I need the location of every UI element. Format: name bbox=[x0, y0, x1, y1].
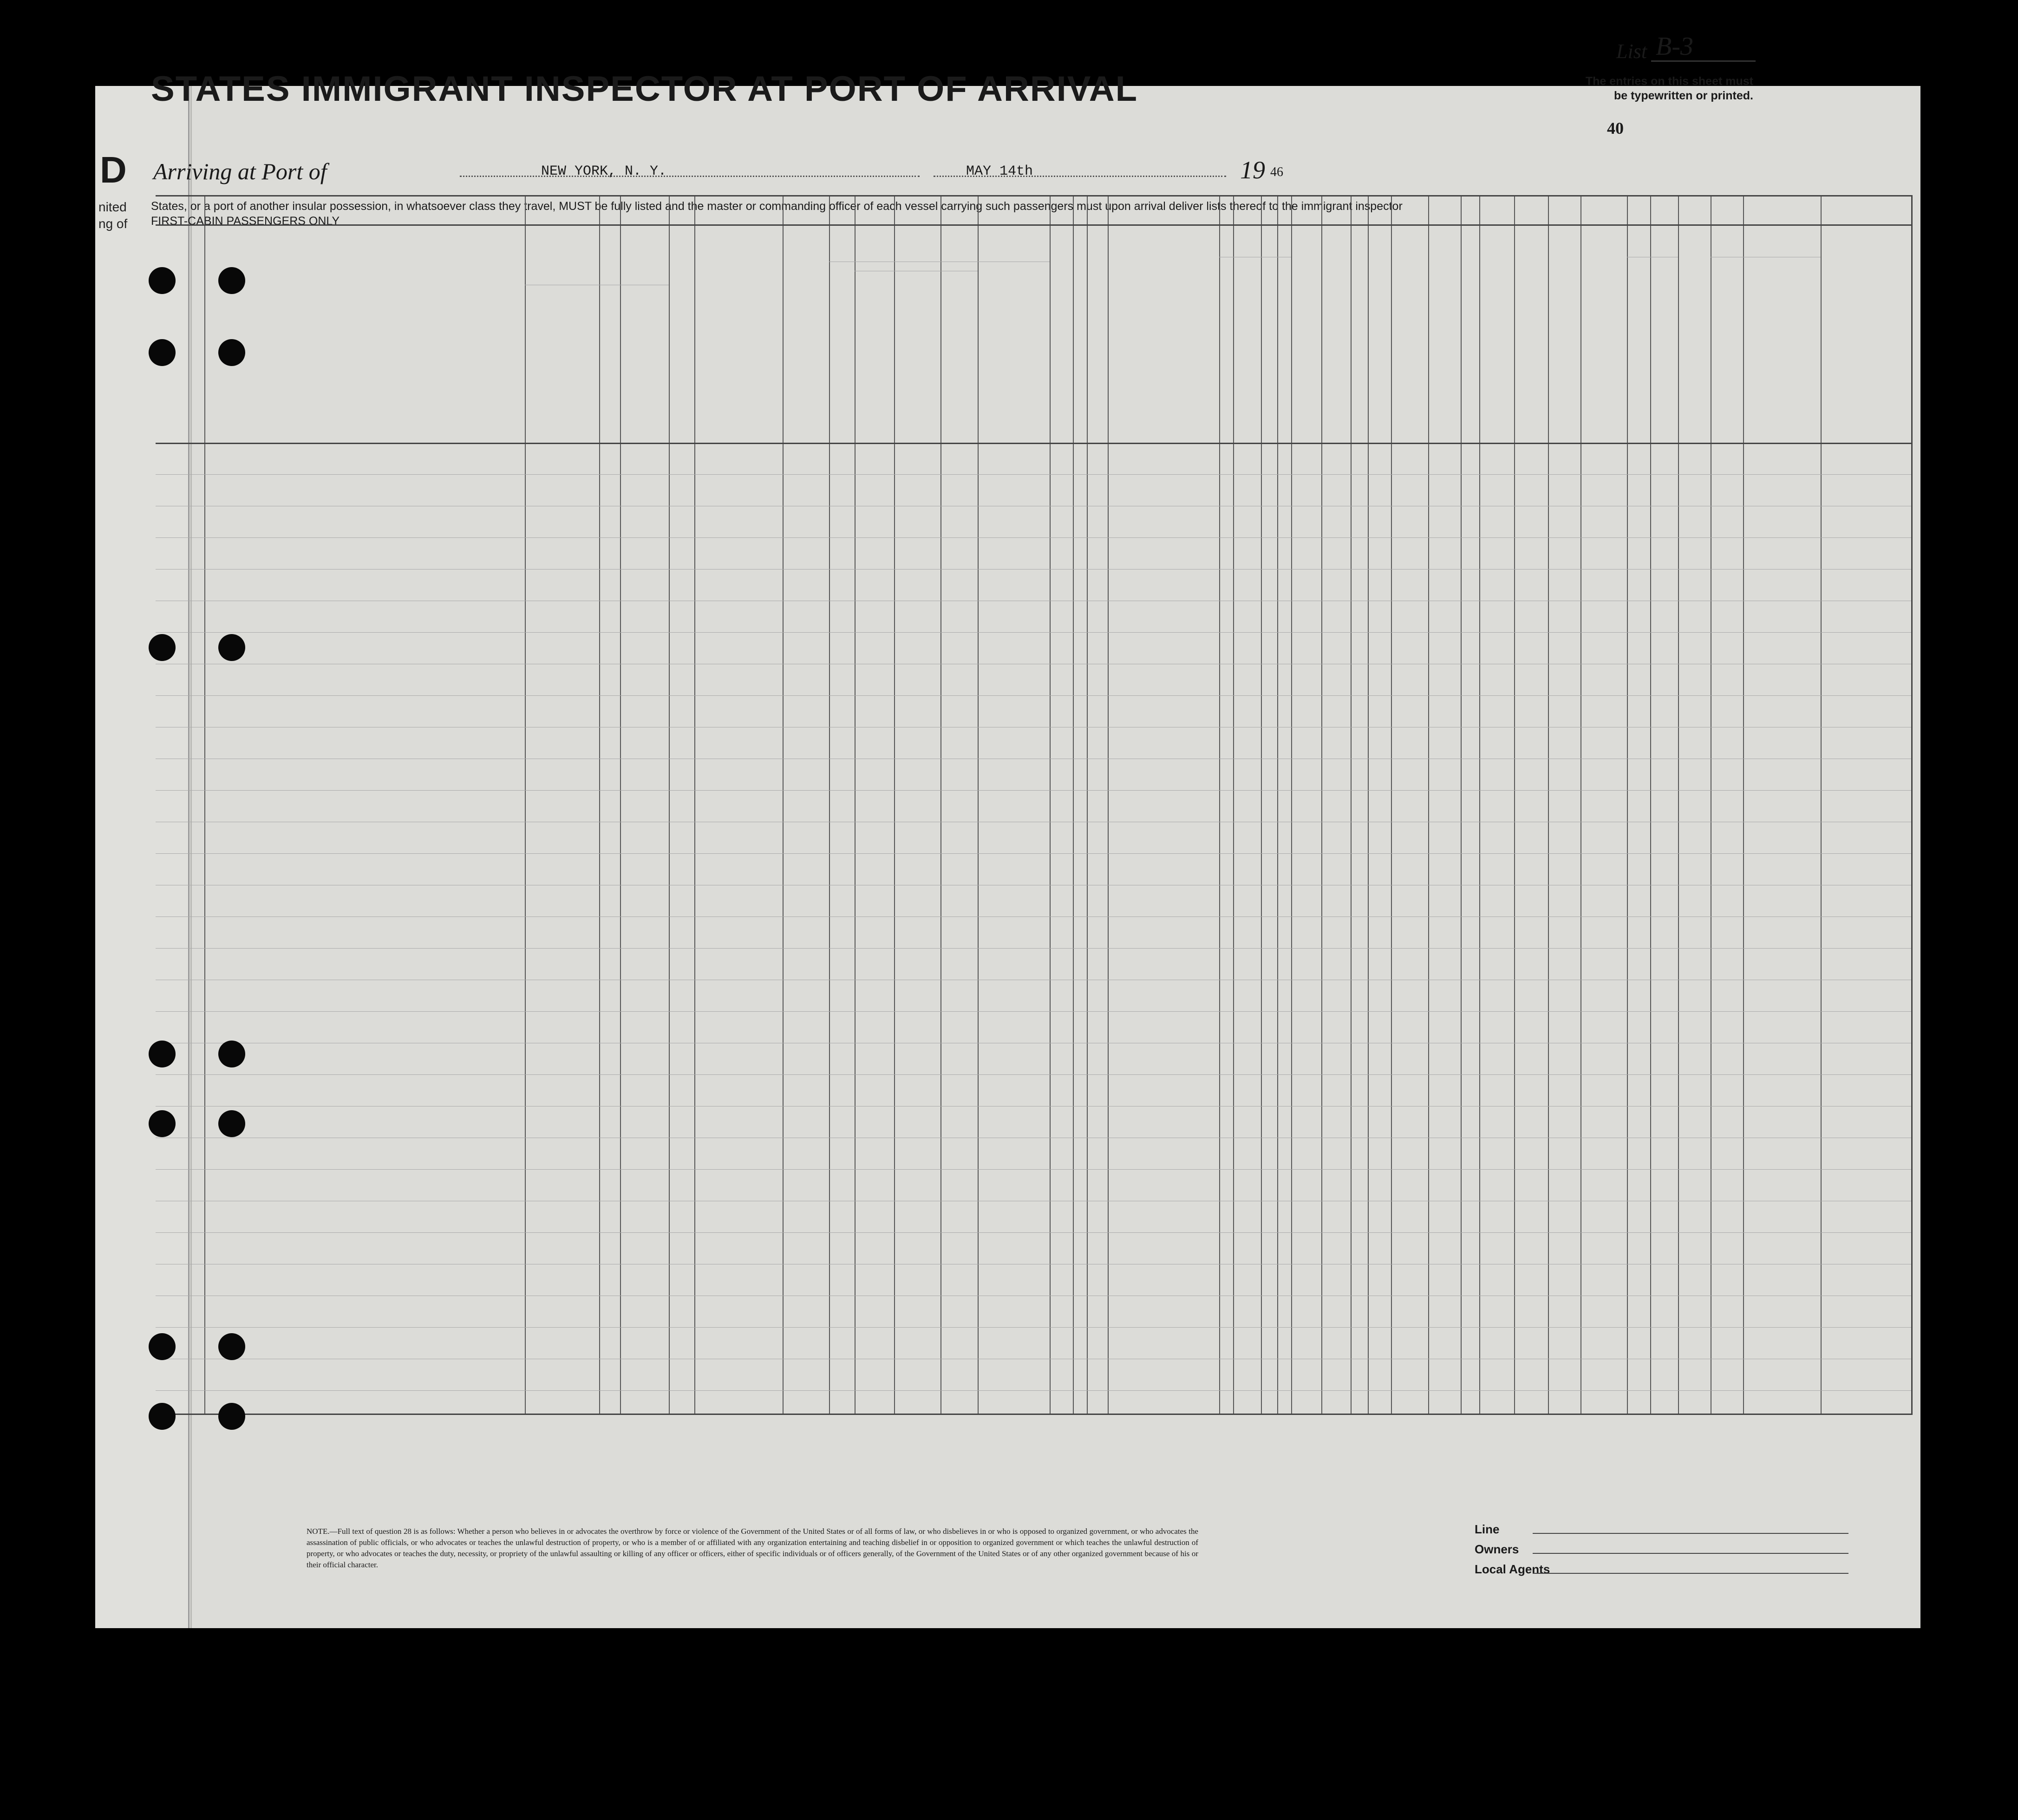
column-header bbox=[1293, 234, 1320, 387]
column-rule bbox=[1087, 196, 1088, 1414]
column-rule bbox=[525, 196, 526, 1414]
row-rule bbox=[156, 853, 1911, 854]
port-dotted-line bbox=[460, 176, 920, 177]
column-rule bbox=[1821, 196, 1822, 1414]
punch-hole bbox=[149, 1041, 176, 1067]
column-rule bbox=[599, 196, 600, 1414]
owners-field bbox=[1533, 1553, 1848, 1554]
column-rule bbox=[1461, 196, 1462, 1414]
column-rule bbox=[1627, 196, 1628, 1414]
punch-hole bbox=[149, 1333, 176, 1360]
column-rule bbox=[1219, 196, 1220, 1414]
sheet-number: 40 bbox=[1607, 119, 1624, 137]
punch-hole bbox=[218, 1041, 245, 1067]
punch-hole bbox=[218, 1110, 245, 1137]
header-rule bbox=[156, 224, 1911, 226]
column-header bbox=[1234, 262, 1260, 415]
row-rule bbox=[156, 1011, 1911, 1012]
line-field bbox=[1533, 1533, 1848, 1534]
column-header bbox=[1628, 317, 1649, 471]
list-number: B-3 bbox=[1656, 32, 1693, 61]
row-rule bbox=[156, 1327, 1911, 1328]
line-label: Line bbox=[1475, 1522, 1500, 1536]
column-rule bbox=[1368, 196, 1369, 1414]
column-rule bbox=[1743, 196, 1744, 1414]
row-rule bbox=[156, 632, 1911, 633]
column-rule bbox=[1514, 196, 1515, 1414]
row-rule bbox=[156, 569, 1911, 570]
column-header bbox=[1352, 234, 1366, 387]
punch-hole bbox=[218, 267, 245, 294]
column-rule bbox=[620, 196, 621, 1414]
row-rule bbox=[156, 1074, 1911, 1075]
row-rule bbox=[156, 1232, 1911, 1233]
row-rule bbox=[156, 1390, 1911, 1391]
punch-hole bbox=[149, 267, 176, 294]
column-header bbox=[1369, 234, 1427, 387]
column-rule bbox=[1277, 196, 1278, 1414]
column-rule bbox=[1108, 196, 1109, 1414]
year-prefix: 19 bbox=[1240, 156, 1265, 184]
column-rule bbox=[1321, 196, 1322, 1414]
punch-hole bbox=[149, 1110, 176, 1137]
column-header bbox=[670, 234, 693, 387]
column-rule bbox=[1351, 196, 1352, 1414]
row-rule bbox=[156, 537, 1911, 538]
row-rule bbox=[156, 790, 1911, 791]
column-rule bbox=[669, 196, 670, 1414]
column-header bbox=[784, 234, 828, 387]
column-rule bbox=[1678, 196, 1679, 1414]
column-rule bbox=[978, 196, 979, 1414]
column-rule bbox=[783, 196, 784, 1414]
punch-hole bbox=[218, 339, 245, 366]
punch-hole bbox=[149, 634, 176, 661]
column-header bbox=[1221, 262, 1232, 415]
previous-sheet-text: nited bbox=[98, 200, 127, 214]
column-header bbox=[1323, 234, 1349, 387]
column-rule bbox=[1291, 196, 1292, 1414]
row-rule bbox=[156, 948, 1911, 949]
column-header bbox=[1262, 262, 1276, 415]
column-rule bbox=[1050, 196, 1051, 1414]
column-rule bbox=[1548, 196, 1549, 1414]
punch-hole bbox=[149, 1403, 176, 1430]
row-rule bbox=[156, 695, 1911, 696]
list-label: List bbox=[1616, 40, 1647, 63]
column-rule bbox=[1479, 196, 1480, 1414]
previous-sheet-text: ng of bbox=[98, 216, 128, 231]
column-rule bbox=[829, 196, 830, 1414]
header-instruction: States, or a port of another insular possession, in whatsoever class they travel, MUST be fully listed and the master or commanding officer of each vessel carrying such passengers must upon arrival deliver lists thereof to the immigrant inspector bbox=[151, 200, 1403, 213]
column-header bbox=[1430, 234, 1459, 387]
column-rule bbox=[940, 196, 941, 1414]
column-rule bbox=[1428, 196, 1429, 1414]
cabin-class: FIRST-CABIN PASSENGERS ONLY bbox=[151, 215, 340, 228]
local-agents-field bbox=[1533, 1573, 1848, 1574]
column-header bbox=[1462, 234, 1478, 387]
punch-hole bbox=[218, 634, 245, 661]
year-suffix: 46 bbox=[1270, 165, 1283, 179]
column-rule bbox=[694, 196, 695, 1414]
column-rule bbox=[1580, 196, 1581, 1414]
arrival-date: MAY 14th bbox=[966, 164, 1033, 179]
column-rule bbox=[1073, 196, 1074, 1414]
arriving-label: Arriving at Port of bbox=[153, 158, 327, 184]
column-rule bbox=[204, 196, 205, 1414]
column-rule bbox=[1261, 196, 1262, 1414]
list-underline bbox=[1651, 60, 1756, 62]
column-header bbox=[1652, 317, 1677, 471]
column-rule bbox=[1233, 196, 1234, 1414]
manifest-table bbox=[156, 195, 1913, 1415]
row-rule bbox=[156, 474, 1911, 475]
page-title: STATES IMMIGRANT INSPECTOR AT PORT OF ARRIVAL bbox=[151, 69, 1138, 109]
column-rule bbox=[855, 196, 856, 1414]
previous-sheet-title-fragment: D bbox=[100, 149, 127, 190]
local-agents-label: Local Agents bbox=[1475, 1562, 1550, 1576]
row-rule bbox=[156, 1169, 1911, 1170]
column-header bbox=[1481, 234, 1513, 387]
punch-hole bbox=[149, 339, 176, 366]
owners-label: Owners bbox=[1475, 1542, 1519, 1556]
question-28-note: NOTE.—Full text of question 28 is as follows: Whether a person who believes in or advocates the overthrow by force or violence of the Government of the United States or of all forms of law, or who disbelieves in or who is opposed to organized government, or who advocates the assassination of public officials, or who advocates or teaches the unlawful destruction of property, or who is a member of or affiliated with any organization entertaining and teaching disbelief in or opposition to organized government or which teaches the unlawful destruction of property, or who advocates or teaches the duty, necessity, or propriety of the unlawful assaulting or killing of any officer or officers, either of specific individuals or of officers generally, of the Government of the United States or of any other organized government because of his or their official character. bbox=[307, 1527, 1198, 1569]
typewritten-instruction: The entries on this sheet must be typewritten or printed. bbox=[1585, 75, 1753, 102]
punch-hole bbox=[218, 1403, 245, 1430]
column-rule bbox=[1650, 196, 1651, 1414]
column-rule bbox=[894, 196, 895, 1414]
port-of-arrival: NEW YORK, N. Y. bbox=[541, 164, 667, 179]
punch-hole bbox=[218, 1333, 245, 1360]
